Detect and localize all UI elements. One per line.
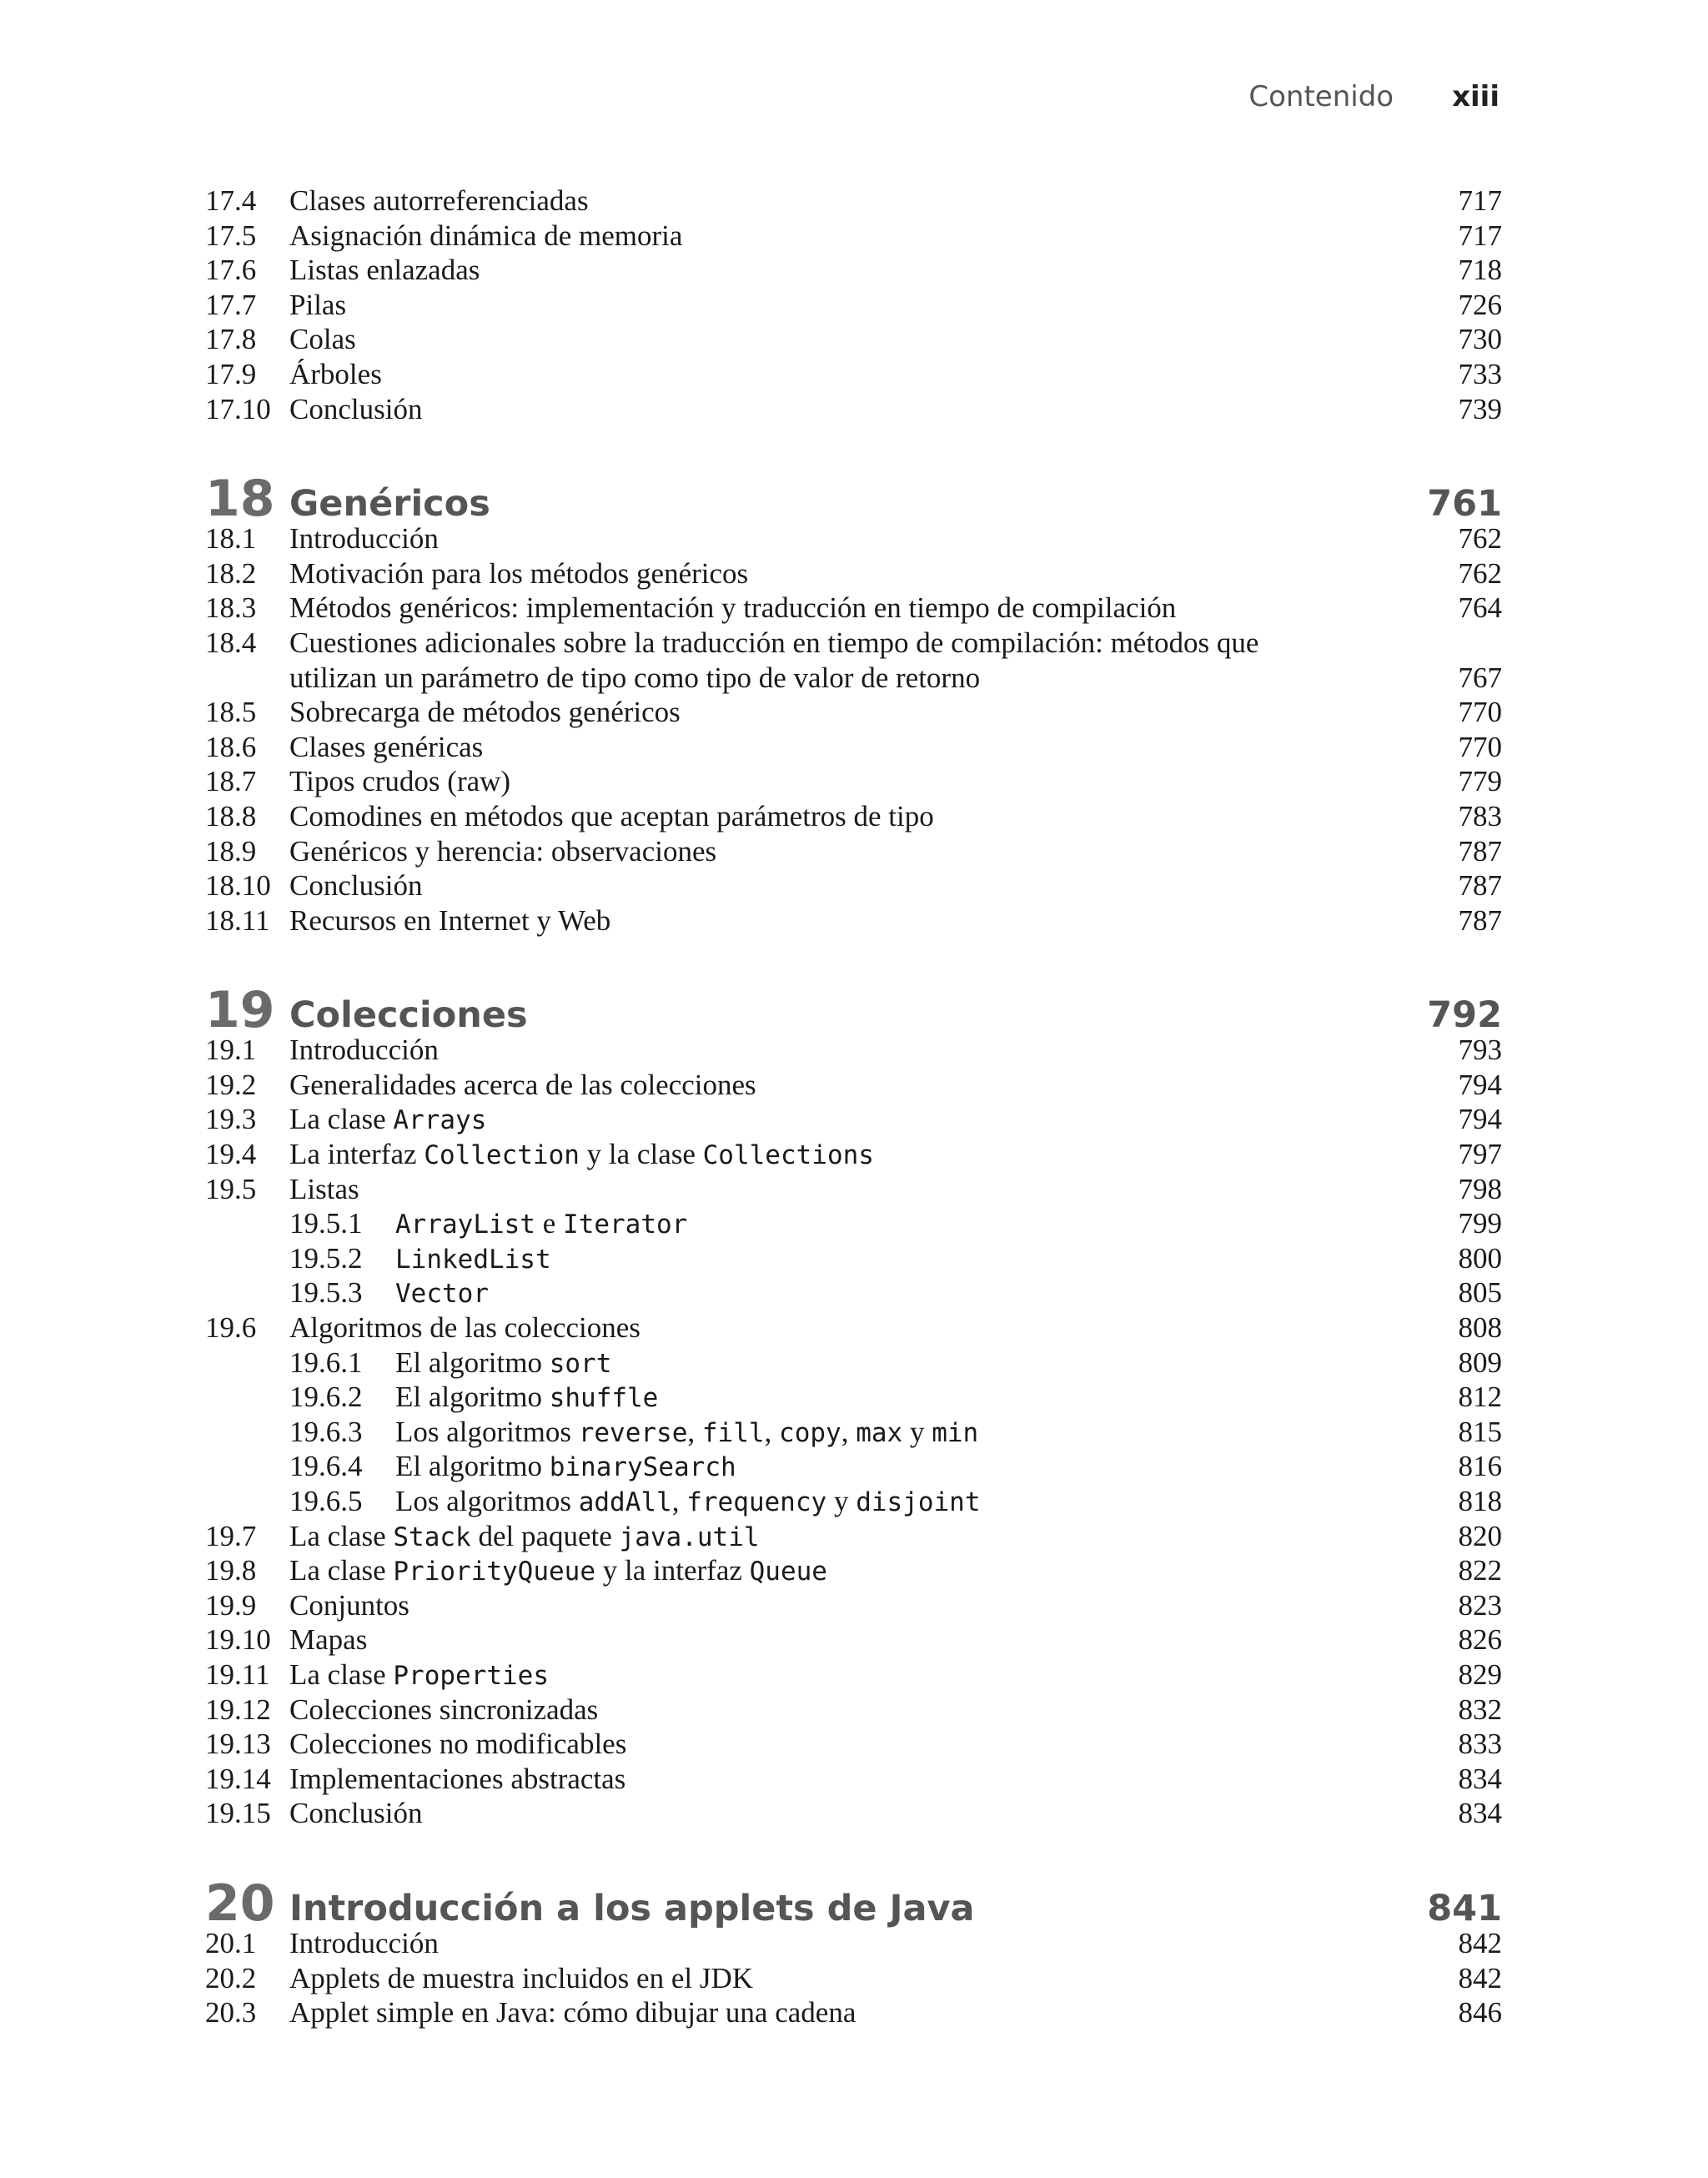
code-term: fill — [701, 1417, 765, 1448]
toc-entry — [205, 1172, 1502, 1207]
toc-entry — [205, 1762, 1502, 1797]
toc-entry — [205, 730, 1502, 765]
toc-subentry — [205, 1206, 1502, 1241]
entry-title: Listas enlazadas — [289, 254, 480, 287]
code-term: LinkedList — [395, 1244, 551, 1275]
entry-title: Asignación dinámica de memoria — [289, 219, 683, 252]
entry-title: Recursos en Internet y Web — [289, 903, 611, 937]
entry-title: Los algoritmos addAll, frequency y disjoint — [395, 1485, 981, 1517]
code-term: disjoint — [856, 1487, 981, 1517]
entry-number: 17.7 — [205, 288, 257, 321]
entry-title: La clase Stack del paquete java.util — [289, 1519, 760, 1552]
entry-page: 717 — [1458, 184, 1502, 217]
chapter-heading-18 — [205, 470, 1502, 529]
entry-page: 762 — [1458, 556, 1502, 590]
entry-title: Colas — [289, 323, 356, 356]
entry-title: Comodines en métodos que aceptan parámetros de tipo — [289, 799, 934, 832]
toc-entry — [205, 764, 1502, 799]
entry-page: 822 — [1458, 1554, 1502, 1587]
entry-title: Conjuntos — [289, 1588, 409, 1622]
entry-title — [395, 1275, 1402, 1312]
toc-entry — [205, 288, 1502, 323]
toc-entry — [205, 1033, 1502, 1068]
code-term: binarySearch — [549, 1452, 736, 1483]
code-term: sort — [549, 1348, 612, 1379]
entry-title: Introducción — [289, 522, 439, 556]
entry-title: El algoritmo binarySearch — [395, 1450, 736, 1483]
toc-subentry — [205, 1380, 1502, 1415]
entry-title: El algoritmo shuffle — [395, 1381, 659, 1414]
chapter-title: Introducción a los applets de Java — [289, 1887, 975, 1929]
entry-page: 832 — [1458, 1693, 1502, 1726]
toc-entry — [205, 1310, 1502, 1346]
entry-page: 842 — [1458, 1926, 1502, 1959]
entry-number: 18.4 — [205, 626, 257, 659]
entry-page: 770 — [1458, 730, 1502, 763]
toc-entry — [205, 392, 1502, 427]
entry-number: 19.5.2 — [289, 1241, 363, 1275]
entry-page: 823 — [1458, 1588, 1502, 1622]
entry-title: Colecciones no modificables — [289, 1728, 627, 1761]
entry-title: Cuestiones adicionales sobre la traducción en tiempo de compilación: métodos que utilizan un parámetro de tipo como tipo de valor de retorno — [289, 626, 1259, 694]
entry-page: 846 — [1458, 1996, 1502, 2030]
entry-page: 762 — [1458, 522, 1502, 556]
entry-page: 834 — [1458, 1797, 1502, 1830]
entry-page: 812 — [1458, 1381, 1502, 1414]
entry-number: 19.3 — [205, 1103, 257, 1136]
entry-page: 829 — [1458, 1657, 1502, 1691]
entry-title: Métodos genéricos: implementación y traducción en tiempo de compilación — [289, 591, 1177, 625]
toc-entry — [205, 799, 1502, 834]
entry-number: 19.4 — [205, 1138, 257, 1171]
entry-number: 19.5.3 — [289, 1276, 363, 1310]
entry-title: La clase Properties — [289, 1657, 550, 1691]
entry-page: 733 — [1458, 357, 1502, 390]
entry-title: Pilas — [289, 288, 347, 321]
entry-title: Los algoritmos reverse, fill, copy, max y min — [395, 1415, 979, 1448]
toc-entry — [205, 1102, 1502, 1137]
chapter-title: Colecciones — [289, 994, 528, 1037]
code-term: java.util — [619, 1522, 760, 1552]
code-term: reverse — [578, 1417, 688, 1448]
code-term: addAll — [578, 1487, 672, 1517]
toc-entry — [205, 1796, 1502, 1831]
chapter-title: Genéricos — [289, 483, 490, 526]
entry-number: 19.6.2 — [289, 1381, 363, 1414]
toc-entry — [205, 1068, 1502, 1103]
entry-number: 19.6.1 — [289, 1346, 363, 1379]
entry-page: 797 — [1458, 1138, 1502, 1171]
entry-number: 19.6 — [205, 1311, 257, 1345]
entry-title: Applets de muestra incluidos en el JDK — [289, 1961, 754, 1994]
code-term: Collection — [424, 1140, 580, 1171]
entry-title: Colecciones sincronizadas — [289, 1693, 599, 1726]
toc-entry — [205, 219, 1502, 254]
entry-number: 18.7 — [205, 765, 257, 798]
code-term: shuffle — [549, 1383, 659, 1414]
code-term: Arrays — [393, 1105, 487, 1136]
entry-number: 19.7 — [205, 1519, 257, 1552]
entry-page: 779 — [1458, 765, 1502, 798]
entry-page: 787 — [1458, 834, 1502, 868]
entry-title: Generalidades acerca de las colecciones — [289, 1068, 756, 1101]
entry-page: 816 — [1458, 1450, 1502, 1483]
entry-title: Clases genéricas — [289, 730, 484, 763]
page-header — [1248, 80, 1500, 113]
code-term: copy — [779, 1417, 841, 1448]
entry-title: Árboles — [289, 357, 382, 390]
toc-entry — [205, 1926, 1502, 1961]
toc-entry — [205, 695, 1502, 730]
toc-entry — [205, 1622, 1502, 1657]
chapter-page: 841 — [1427, 1887, 1502, 1929]
toc-subentry — [205, 1275, 1502, 1310]
chapter-number: 20 — [205, 1874, 275, 1933]
chapter-page: 792 — [1427, 994, 1502, 1037]
entry-page: 794 — [1458, 1103, 1502, 1136]
table-of-contents — [205, 184, 1502, 2030]
entry-number: 17.8 — [205, 323, 257, 356]
entry-number: 17.9 — [205, 357, 257, 390]
entry-number: 18.1 — [205, 522, 257, 556]
code-term: Queue — [749, 1557, 827, 1587]
entry-title: Conclusión — [289, 869, 423, 903]
entry-number: 18.10 — [205, 869, 271, 903]
toc-entry — [205, 1693, 1502, 1728]
entry-page: 805 — [1458, 1276, 1502, 1310]
entry-page: 770 — [1458, 696, 1502, 729]
entry-title: Algoritmos de las colecciones — [289, 1311, 640, 1345]
header-page-number: xiii — [1452, 80, 1500, 113]
entry-page: 809 — [1458, 1346, 1502, 1379]
entry-number: 18.9 — [205, 834, 257, 868]
entry-number: 19.12 — [205, 1693, 271, 1726]
entry-page: 818 — [1458, 1485, 1502, 1517]
entry-title: La clase Arrays — [289, 1103, 487, 1136]
entry-page: 798 — [1458, 1172, 1502, 1205]
chapter-heading-19 — [205, 981, 1502, 1040]
code-term: max — [856, 1417, 903, 1448]
entry-number: 19.5.1 — [289, 1207, 363, 1240]
toc-entry — [205, 521, 1502, 556]
entry-page: 834 — [1458, 1762, 1502, 1795]
entry-page: 767 — [1458, 661, 1502, 694]
toc-entry — [205, 903, 1502, 938]
toc-entry — [205, 1588, 1502, 1623]
entry-title: Conclusión — [289, 392, 423, 425]
entry-number: 20.2 — [205, 1961, 257, 1994]
entry-title: Tipos crudos (raw) — [289, 765, 511, 798]
entry-number: 17.6 — [205, 254, 257, 287]
entry-title: Implementaciones abstractas — [289, 1762, 626, 1795]
entry-number: 19.5 — [205, 1172, 257, 1205]
entry-number: 19.9 — [205, 1588, 257, 1622]
entry-title: Genéricos y herencia: observaciones — [289, 834, 717, 868]
entry-page: 794 — [1458, 1068, 1502, 1101]
entry-number: 17.10 — [205, 392, 271, 425]
entry-title: Introducción — [289, 1034, 439, 1067]
code-term: PriorityQueue — [393, 1557, 596, 1587]
toc-entry — [205, 1657, 1502, 1693]
code-term: Stack — [393, 1522, 471, 1552]
entry-number: 18.6 — [205, 730, 257, 763]
entry-number: 19.6.5 — [289, 1485, 363, 1517]
toc-subentry — [205, 1449, 1502, 1484]
entry-number: 18.2 — [205, 556, 257, 590]
entry-page: 787 — [1458, 869, 1502, 903]
entry-number: 17.4 — [205, 184, 257, 217]
toc-subentry — [205, 1346, 1502, 1381]
entry-page: 718 — [1458, 254, 1502, 287]
toc-entry — [205, 834, 1502, 869]
code-term: ArrayList — [395, 1210, 535, 1240]
entry-number: 19.14 — [205, 1762, 271, 1795]
toc-subentry — [205, 1415, 1502, 1450]
entry-number: 18.11 — [205, 903, 270, 937]
chapter-heading-20 — [205, 1874, 1502, 1933]
entry-title: El algoritmo sort — [395, 1346, 612, 1379]
entry-page: 730 — [1458, 323, 1502, 356]
entry-number: 18.5 — [205, 696, 257, 729]
entry-title: Introducción — [289, 1926, 439, 1959]
code-term: frequency — [686, 1487, 827, 1517]
entry-title: Clases autorreferenciadas — [289, 184, 589, 217]
entry-number: 19.6.4 — [289, 1450, 363, 1483]
code-term: Properties — [393, 1660, 550, 1691]
entry-title: La interfaz Collection y la clase Collections — [289, 1138, 874, 1171]
entry-page: 739 — [1458, 392, 1502, 425]
entry-title: Conclusión — [289, 1797, 423, 1830]
entry-title: Applet simple en Java: cómo dibujar una cadena — [289, 1996, 857, 2030]
entry-number: 19.10 — [205, 1623, 271, 1657]
entry-number: 18.8 — [205, 799, 257, 832]
entry-title: Motivación para los métodos genéricos — [289, 556, 749, 590]
toc-entry — [205, 1553, 1502, 1588]
entry-number: 20.1 — [205, 1926, 257, 1959]
toc-entry — [205, 868, 1502, 903]
entry-page: 800 — [1458, 1241, 1502, 1275]
toc-subentry — [205, 1484, 1502, 1519]
entry-page: 820 — [1458, 1519, 1502, 1552]
header-label: Contenido — [1248, 80, 1394, 113]
toc-entry — [205, 556, 1502, 591]
entry-number: 19.2 — [205, 1068, 257, 1101]
entry-number: 20.3 — [205, 1996, 257, 2030]
toc-entry — [205, 1727, 1502, 1762]
entry-page: 726 — [1458, 288, 1502, 321]
entry-title: Listas — [289, 1172, 359, 1205]
toc-entry — [205, 322, 1502, 357]
entry-page: 833 — [1458, 1728, 1502, 1761]
entry-number: 19.6.3 — [289, 1415, 363, 1448]
entry-number: 19.11 — [205, 1657, 270, 1691]
toc-entry — [205, 591, 1502, 626]
entry-title: ArrayList e Iterator — [395, 1207, 688, 1240]
code-term: Collections — [702, 1140, 874, 1171]
entry-title: Mapas — [289, 1623, 368, 1657]
entry-page: 799 — [1458, 1207, 1502, 1240]
entry-number: 19.8 — [205, 1554, 257, 1587]
entry-page: 787 — [1458, 903, 1502, 937]
entry-page: 793 — [1458, 1034, 1502, 1067]
entry-page: 764 — [1458, 591, 1502, 625]
toc-entry — [205, 1137, 1502, 1172]
code-term: Iterator — [563, 1210, 688, 1240]
entry-page: 717 — [1458, 219, 1502, 252]
entry-number: 19.1 — [205, 1034, 257, 1067]
toc-entry — [205, 1961, 1502, 1996]
entry-number: 18.3 — [205, 591, 257, 625]
entry-page: 826 — [1458, 1623, 1502, 1657]
entry-title: La clase PriorityQueue y la interfaz Queue — [289, 1554, 827, 1587]
toc-entry — [205, 357, 1502, 392]
entry-page: 815 — [1458, 1415, 1502, 1448]
toc-entry — [205, 253, 1502, 288]
code-term: min — [932, 1417, 979, 1448]
entry-page: 783 — [1458, 799, 1502, 832]
entry-page: 808 — [1458, 1311, 1502, 1345]
entry-number: 19.13 — [205, 1728, 271, 1761]
toc-subentry — [205, 1241, 1502, 1276]
entry-page: 842 — [1458, 1961, 1502, 1994]
entry-number: 19.15 — [205, 1797, 271, 1830]
chapter-page: 761 — [1427, 483, 1502, 526]
chapter-number: 18 — [205, 470, 275, 529]
toc-entry — [205, 1995, 1502, 2030]
toc-entry — [205, 1519, 1502, 1554]
entry-title: Sobrecarga de métodos genéricos — [289, 696, 681, 729]
entry-number: 17.5 — [205, 219, 257, 252]
entry-title — [395, 1241, 1402, 1278]
code-term: Vector — [395, 1279, 489, 1310]
toc-entry — [205, 626, 1502, 695]
toc-entry — [205, 184, 1502, 219]
chapter-number: 19 — [205, 981, 275, 1040]
